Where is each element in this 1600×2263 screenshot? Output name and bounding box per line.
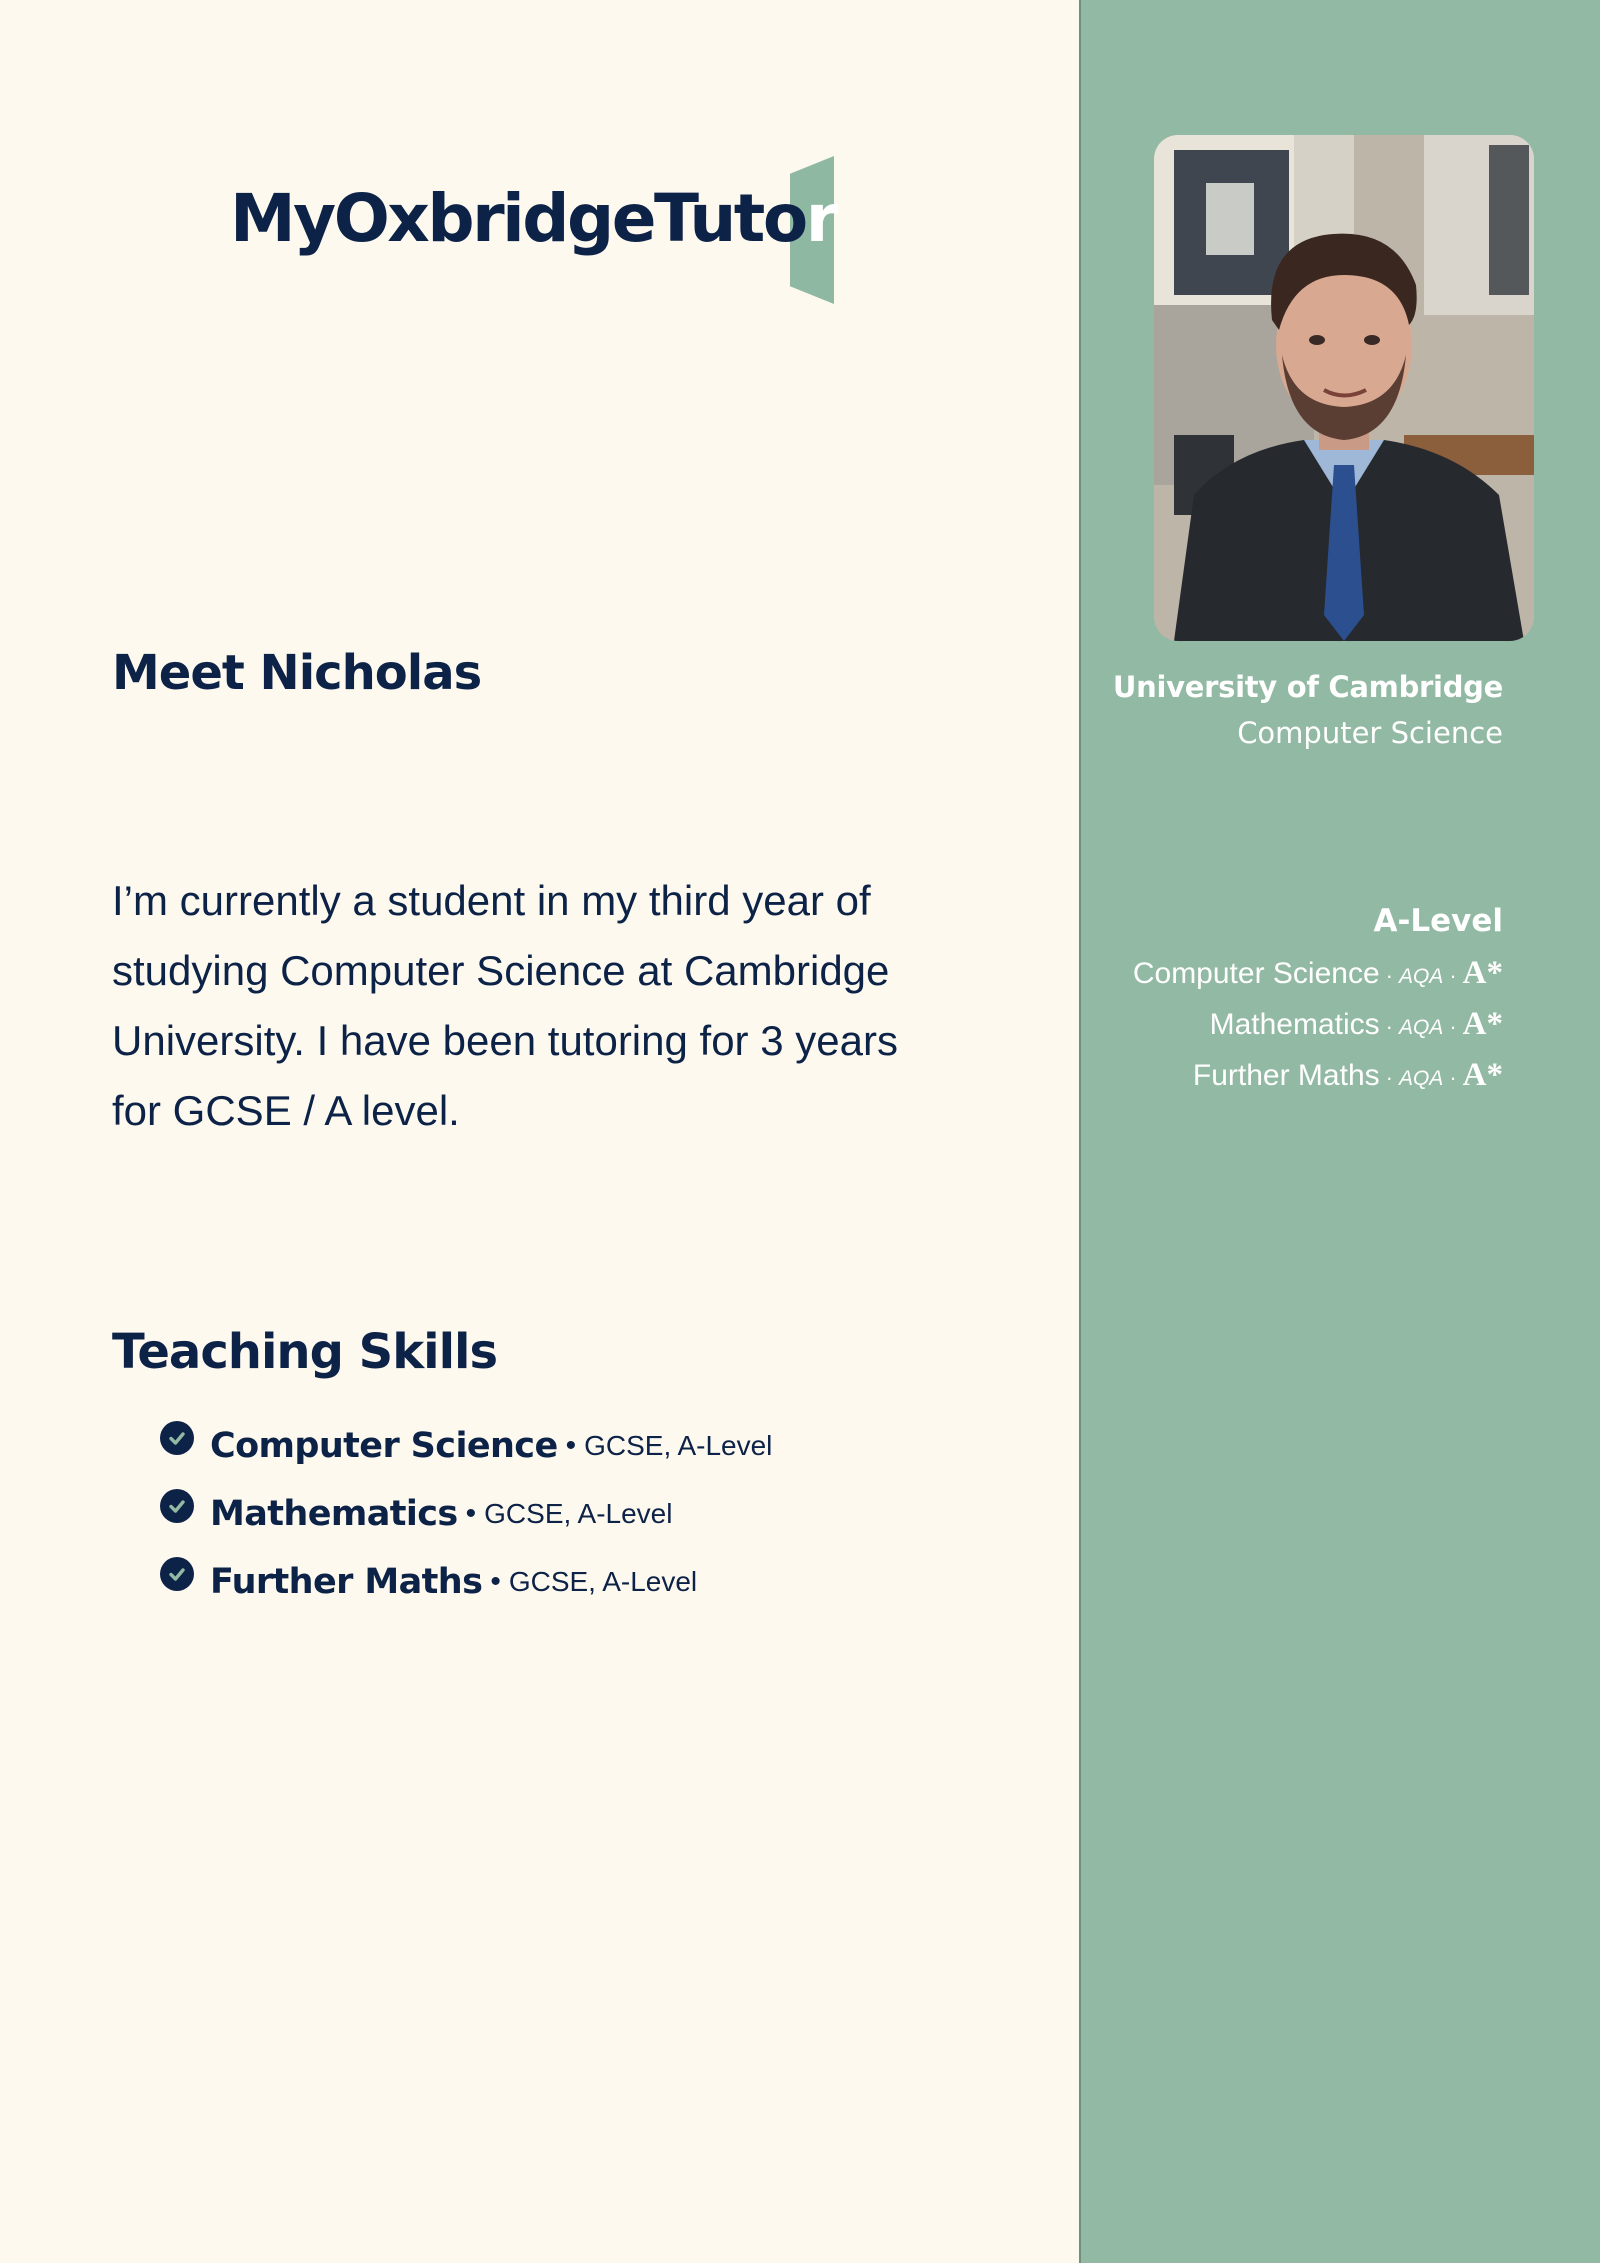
result-subject: Further Maths: [1192, 1059, 1380, 1092]
teaching-skills-list: [160, 1412, 772, 1616]
skill-separator: •: [565, 1429, 577, 1462]
result-grade: A*: [1462, 955, 1503, 991]
check-circle-icon: [160, 1421, 194, 1455]
logo-text-last-letter: r: [805, 180, 836, 257]
skill-separator: •: [490, 1565, 501, 1598]
skill-item: [160, 1480, 772, 1548]
check-circle-icon: [160, 1557, 194, 1591]
result-dot: ·: [1449, 1065, 1457, 1090]
result-dot: ·: [1449, 1014, 1457, 1039]
course-name: Computer Science: [1237, 716, 1503, 750]
alevel-result-row: [1133, 955, 1503, 1006]
skill-subject: Further Maths: [210, 1562, 483, 1602]
skill-levels: GCSE, A-Level: [508, 1566, 698, 1597]
alevel-heading: A-Level: [1373, 903, 1503, 939]
result-grade: A*: [1462, 1057, 1503, 1093]
result-dot: ·: [1385, 963, 1393, 988]
skill-levels: GCSE, A-Level: [484, 1498, 673, 1529]
skill-item: [160, 1548, 772, 1616]
university-name: University of Cambridge: [1112, 670, 1503, 704]
result-dot: ·: [1385, 1014, 1393, 1039]
skill-subject: Mathematics: [210, 1494, 458, 1534]
result-subject: Computer Science: [1132, 957, 1380, 990]
skill-levels: GCSE, A-Level: [584, 1430, 773, 1461]
result-exam-board: AQA: [1398, 1016, 1444, 1039]
skill-subject: Computer Science: [210, 1426, 558, 1466]
intro-heading: Meet Nicholas: [112, 645, 482, 701]
alevel-results-list: [1133, 955, 1503, 1108]
result-grade: A*: [1462, 1006, 1503, 1042]
teaching-skills-heading: Teaching Skills: [112, 1324, 498, 1380]
brand-logo: [230, 150, 850, 310]
result-exam-board: AQA: [1398, 1067, 1444, 1090]
alevel-result-row: [1133, 1057, 1503, 1108]
result-subject: Mathematics: [1209, 1008, 1380, 1041]
tutor-photo: [1154, 135, 1534, 641]
logo-wordmark: [230, 180, 836, 257]
skill-item: [160, 1412, 772, 1480]
result-dot: ·: [1385, 1065, 1393, 1090]
skill-separator: •: [465, 1497, 477, 1530]
result-exam-board: AQA: [1398, 965, 1444, 988]
alevel-result-row: [1133, 1006, 1503, 1057]
check-circle-icon: [160, 1489, 194, 1523]
result-dot: ·: [1449, 963, 1457, 988]
intro-bio: I’m currently a student in my third year of studying Computer Science at Cambridge University. I have been tutoring for 3 years for GCSE / A level.: [112, 877, 898, 1134]
logo-text-main: MyOxbridgeTuto: [230, 180, 806, 257]
